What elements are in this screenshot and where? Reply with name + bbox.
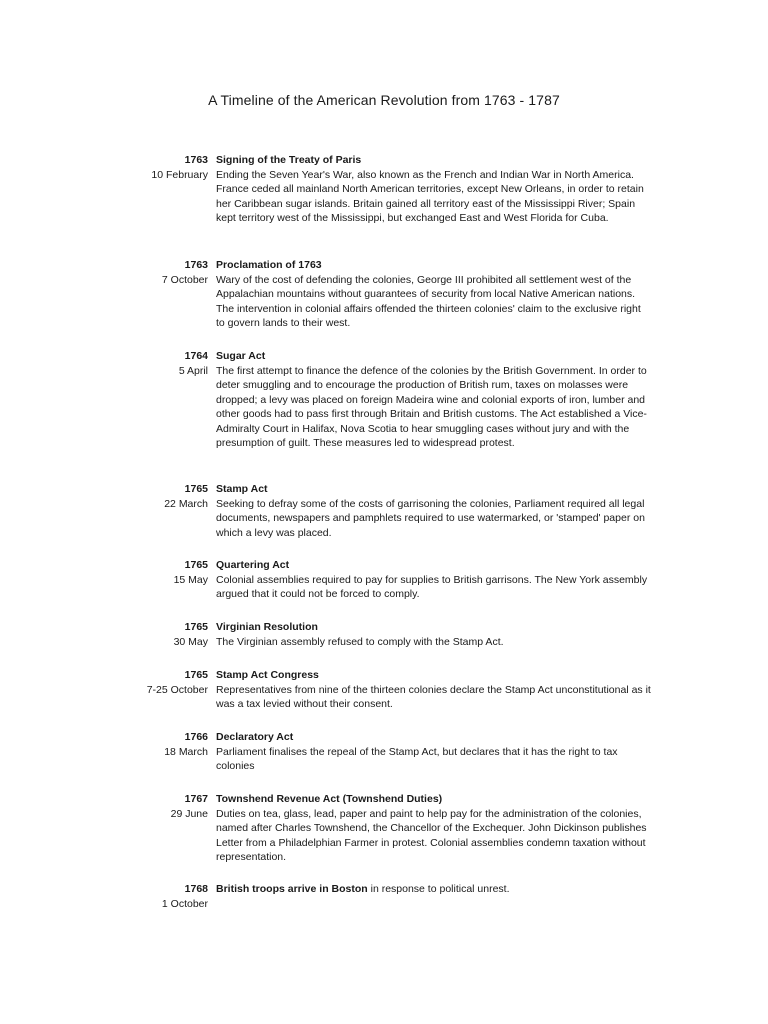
entry-content	[216, 882, 652, 897]
entry-year: 1765	[184, 559, 208, 571]
entry-content	[216, 730, 652, 774]
entry-dates	[100, 258, 208, 287]
entry-year: 1767	[184, 793, 208, 805]
entry-description: Duties on tea, glass, lead, paper and paint to help pay for the administration of the colonies, named after Charles Townshend, the Chancellor of the Exchequer. John Dickinson publishes Letter from a Philadelphian Farmer in protest. Colonial assemblies condemn taxation without representation.	[216, 807, 647, 863]
entry-content	[216, 668, 652, 712]
entry-heading: Virginian Resolution	[216, 621, 318, 633]
entry-content	[216, 153, 652, 226]
entry-heading: Declaratory Act	[216, 731, 294, 743]
entry-description: Wary of the cost of defending the colonies, George III prohibited all settlement west of the Appalachian mountains without guarantees of security from local Native American nations. The intervention in colonial affairs offended the thirteen colonies' claim to the exclusive right to govern lands to their west.	[216, 273, 641, 329]
entry-dates	[100, 882, 208, 911]
entry-content	[216, 482, 652, 540]
entry-date: 1 October	[161, 897, 208, 910]
entry-description: The Virginian assembly refused to comply with the Stamp Act.	[216, 635, 504, 648]
entry-content	[216, 558, 652, 602]
entry-dates	[100, 349, 208, 378]
entry-year: 1766	[184, 731, 208, 743]
entry-year: 1765	[184, 483, 208, 495]
entry-dates	[100, 792, 208, 821]
entry-heading: Sugar Act	[216, 350, 266, 362]
entry-dates	[100, 668, 208, 697]
entry-heading: Townshend Revenue Act (Townshend Duties)	[216, 793, 443, 805]
entry-date: 7 October	[161, 273, 208, 286]
entry-description: Seeking to defray some of the costs of garrisoning the colonies, Parliament required all legal documents, newspapers and pamphlets required to use watermarked, or 'stamped' paper on which a levy was placed.	[216, 497, 645, 539]
entry-dates	[100, 730, 208, 759]
entry-date: 5 April	[178, 364, 208, 377]
entry-year: 1763	[184, 259, 208, 271]
entry-year: 1763	[184, 154, 208, 166]
entry-year: 1764	[184, 350, 208, 362]
entry-year: 1765	[184, 621, 208, 633]
entry-description: Ending the Seven Year's War, also known as the French and Indian War in North America. France ceded all mainland North American territories, except New Orleans, in order to retain her Caribbean sugar islands. Britain gained all territory east of the Mississippi River; Spain kept territory west of the Mississippi, but exchanged East and West Florida for Cuba.	[216, 168, 644, 224]
entry-heading: Stamp Act	[216, 483, 268, 495]
entry-dates	[100, 620, 208, 649]
entry-description: Parliament finalises the repeal of the Stamp Act, but declares that it has the right to tax colonies	[216, 745, 618, 772]
entry-date: 18 March	[164, 745, 208, 758]
entry-date: 7-25 October	[146, 683, 208, 696]
entry-heading: Proclamation of 1763	[216, 259, 322, 271]
entry-heading: Signing of the Treaty of Paris	[216, 154, 362, 166]
entry-year: 1765	[184, 669, 208, 681]
entry-heading: British troops arrive in Boston	[216, 883, 368, 895]
entry-dates	[100, 153, 208, 182]
entry-description: Representatives from nine of the thirteen colonies declare the Stamp Act unconstitutional as it was a tax levied without their consent.	[216, 683, 651, 710]
entry-description: The first attempt to finance the defence of the colonies by the British Government. In order to deter smuggling and to encourage the production of British rum, taxes on molasses were dropped; a levy was placed on foreign Madeira wine and colonial exports of iron, lumber and other goods had to pass first through Britain and British customs. The Act established a Vice-Admiralty Court in Halifax, Nova Scotia to hear smuggling cases without jury and with the presumption of guilt. These measures led to widespread protest.	[216, 364, 647, 449]
page-title: A Timeline of the American Revolution from 1763 - 1787	[208, 92, 560, 108]
entry-dates	[100, 558, 208, 587]
entry-date: 22 March	[164, 497, 208, 510]
entry-description: in response to political unrest.	[367, 883, 510, 895]
entry-heading: Quartering Act	[216, 559, 290, 571]
entry-dates	[100, 482, 208, 511]
entry-year: 1768	[184, 883, 208, 895]
entry-content	[216, 792, 652, 865]
entry-heading: Stamp Act Congress	[216, 669, 319, 681]
entry-date: 30 May	[173, 635, 208, 648]
entry-content	[216, 349, 652, 451]
entry-date: 15 May	[173, 573, 208, 586]
entry-date: 10 February	[151, 168, 208, 181]
entry-content	[216, 620, 652, 649]
entry-date: 29 June	[170, 807, 208, 820]
entry-content	[216, 258, 652, 331]
entry-description: Colonial assemblies required to pay for supplies to British garrisons. The New York assembly argued that it could not be forced to comply.	[216, 573, 648, 600]
